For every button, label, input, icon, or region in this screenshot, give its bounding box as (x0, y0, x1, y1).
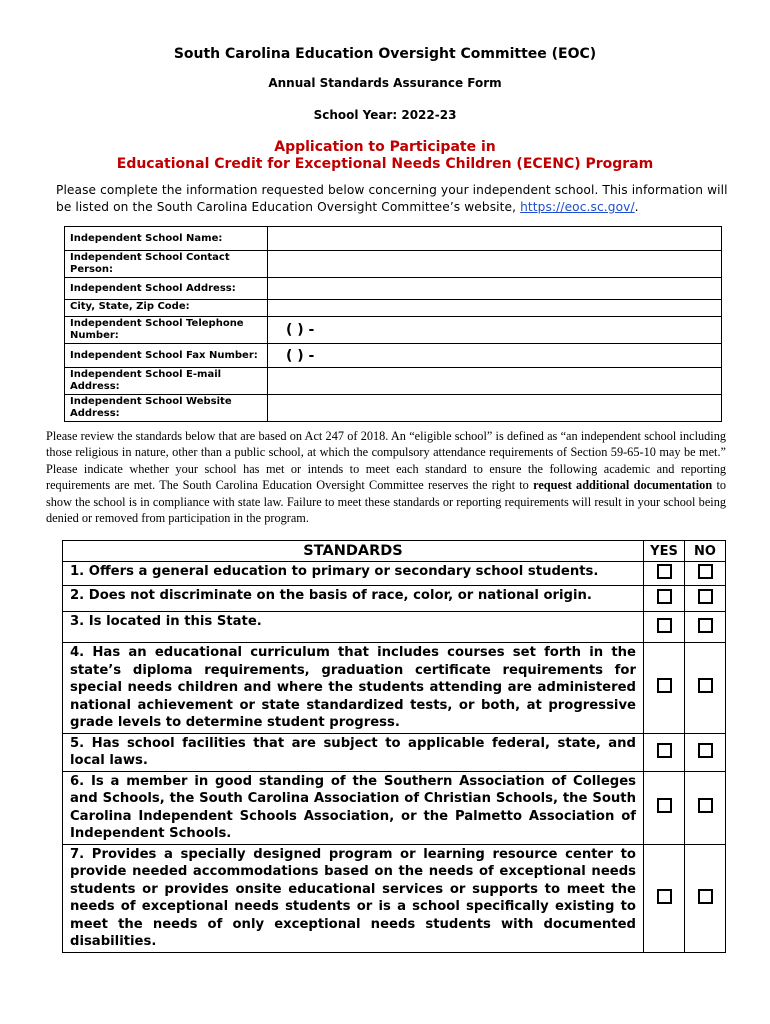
checkbox-icon (657, 743, 672, 758)
checkbox-icon (698, 678, 713, 693)
yes-checkbox[interactable] (644, 586, 685, 612)
review-text-a: Please review the standards below that are based on Act 247 of 2018. An “eligible school” is defined as “an independent school including those religious in nature, other than a public school, at which the compulsory attendance requirements of Section 59-65-10 may be met.” Please indicate whether your school has met or intends to meet each standard to ensure the following academic and reporting requirements are met. The South Carolina Education Oversight Committee reserves the right to (46, 429, 726, 493)
review-paragraph (46, 428, 726, 526)
no-checkbox[interactable] (685, 562, 726, 586)
contact-person-field[interactable] (268, 251, 722, 278)
yes-checkbox[interactable] (644, 562, 685, 586)
document-title: South Carolina Education Oversight Committee (EOC) (173, 46, 597, 62)
no-checkbox[interactable] (685, 733, 726, 771)
yes-checkbox[interactable] (644, 844, 685, 952)
review-bold-text: request additional documentation (533, 478, 713, 493)
review-text-b: to show the school is in compliance with state law. Failure to meet these standards or reporting requirements will result in your school being denied or removed from participation in the program. (46, 478, 727, 526)
info-label: Independent School E-mail Address: (65, 368, 268, 395)
form-title: Annual Standards Assurance Form (268, 76, 502, 90)
website-field[interactable] (268, 395, 722, 422)
standard-item: 4. Has an educational curriculum that includes courses set forth in the state’s diploma requirements, graduation certificate requirements for special needs children and where the students attending are administered national achievement or state standardized tests, or both, at progressive grade levels to determine student progress. (63, 643, 644, 734)
yes-checkbox[interactable] (644, 733, 685, 771)
school-year: School Year: 2022-23 (313, 108, 457, 122)
no-column-header: NO (685, 541, 726, 562)
eoc-website-link[interactable]: https://eoc.sc.gov/ (520, 200, 635, 214)
application-heading-line2: Educational Credit for Exceptional Needs Children (ECENC) Program (116, 156, 654, 172)
checkbox-icon (698, 798, 713, 813)
telephone-field[interactable]: ( ) - (268, 317, 722, 344)
standard-item: 7. Provides a specially designed program or learning resource center to provide needed accommodations based on the needs of exceptional needs students or provides onsite educational services or supports to meet the needs of exceptional needs students or is a school specifically existing to meet the needs of only exceptional needs students with documented disabilities. (63, 844, 644, 952)
application-heading-line1: Application to Participate in (274, 139, 496, 155)
standards-header: STANDARDS (63, 541, 644, 562)
checkbox-icon (657, 589, 672, 604)
checkbox-icon (698, 743, 713, 758)
intro-text-c: . (634, 200, 639, 214)
checkbox-icon (657, 564, 672, 579)
no-checkbox[interactable] (685, 612, 726, 643)
no-checkbox[interactable] (685, 844, 726, 952)
address-field[interactable] (268, 278, 722, 300)
email-field[interactable] (268, 368, 722, 395)
intro-text-a: Please complete the information requested below concerning your independent school. (56, 183, 599, 197)
standard-item: 2. Does not discriminate on the basis of race, color, or national origin. (63, 586, 644, 612)
checkbox-icon (698, 564, 713, 579)
checkbox-icon (698, 589, 713, 604)
yes-checkbox[interactable] (644, 771, 685, 844)
checkbox-icon (698, 889, 713, 904)
info-label: Independent School Address: (65, 278, 268, 300)
yes-checkbox[interactable] (644, 643, 685, 734)
no-checkbox[interactable] (685, 771, 726, 844)
yes-checkbox[interactable] (644, 612, 685, 643)
standard-item: 3. Is located in this State. (63, 612, 644, 643)
city-state-zip-field[interactable] (268, 300, 722, 317)
yes-column-header: YES (644, 541, 685, 562)
standard-item: 6. Is a member in good standing of the Southern Association of Colleges and Schools, the South Carolina Association of Christian Schools, the South Carolina Independent Schools Association, or the Palmetto Association of Independent Schools. (63, 771, 644, 844)
checkbox-icon (657, 618, 672, 633)
standard-item: 5. Has school facilities that are subject to applicable federal, state, and local laws. (63, 733, 644, 771)
no-checkbox[interactable] (685, 643, 726, 734)
checkbox-icon (657, 678, 672, 693)
standards-table (62, 540, 726, 953)
no-checkbox[interactable] (685, 586, 726, 612)
info-label: City, State, Zip Code: (65, 300, 268, 317)
school-info-table (64, 226, 722, 422)
info-label: Independent School Name: (65, 227, 268, 251)
checkbox-icon (657, 798, 672, 813)
intro-text-b: This information will be listed on the South Carolina Education Oversight Committee’s website, (56, 183, 728, 214)
info-label: Independent School Contact Person: (65, 251, 268, 278)
info-label: Independent School Website Address: (65, 395, 268, 422)
info-label: Independent School Telephone Number: (65, 317, 268, 344)
standard-item: 1. Offers a general education to primary or secondary school students. (63, 562, 644, 586)
intro-paragraph (56, 182, 728, 216)
school-name-field[interactable] (268, 227, 722, 251)
checkbox-icon (657, 889, 672, 904)
fax-field[interactable]: ( ) - (268, 344, 722, 368)
checkbox-icon (698, 618, 713, 633)
info-label: Independent School Fax Number: (65, 344, 268, 368)
